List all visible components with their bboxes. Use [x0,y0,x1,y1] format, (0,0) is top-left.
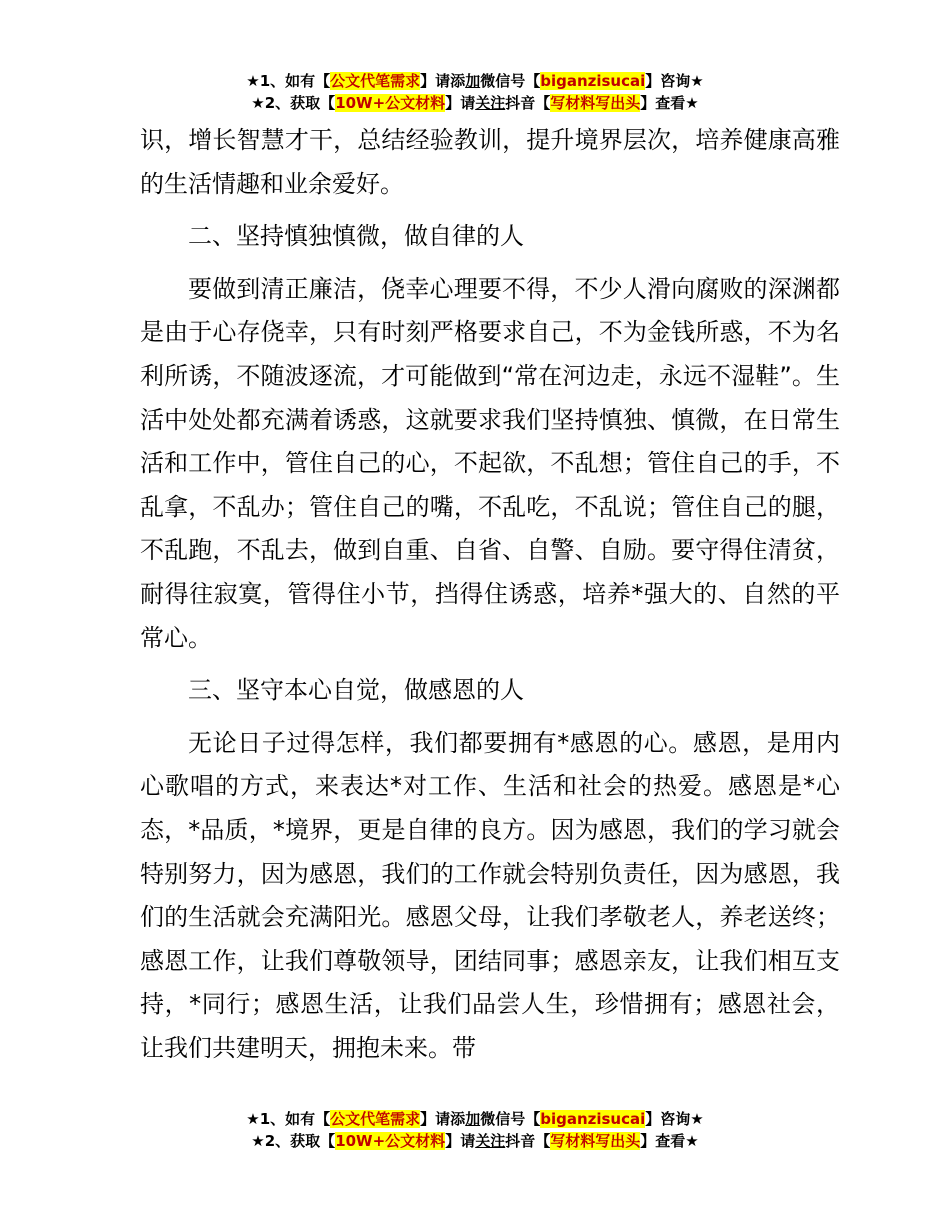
banner-text: ★1、如有【 [246,1110,331,1128]
banner-highlight: 10W+公文材料 [335,1132,446,1150]
paragraph: 要做到清正廉洁，侥幸心理要不得，不少人滑向腐败的深渊都是由于心存侥幸，只有时刻严格要求自己，不为金钱所惑，不为名利所诱，不随波逐流，才可能做到“常在河边走，永远不湿鞋”。生活中处处都充满着诱惑，这就要求我们坚持慎独、慎微，在日常生活和工作中，管住自己的心，不起欲，不乱想；管住自己的手，不乱拿，不乱办；管住自己的嘴，不乱吃，不乱说；管住自己的腿，不乱跑，不乱去，做到自重、自省、自警、自励。要守得住清贫，耐得往寂寞，管得住小节，挡得住诱惑，培养*强大的、自然的平常心。 [140,274,840,652]
section-heading: 三、坚守本心自觉，做感恩的人 [188,676,524,705]
banner-highlight: biganzisucai [540,1110,646,1128]
banner-underline: 加 [465,72,481,90]
banner-highlight: 公文代笔需求 [330,1110,421,1128]
banner-line-2 [0,92,950,114]
banner-text: 】查看★ [640,1132,699,1150]
banner-highlight: 写材料写出头 [550,94,641,112]
footer-banner [0,1108,950,1152]
banner-text: 】咨询★ [645,1110,704,1128]
banner-text: 微信号【 [480,1110,541,1128]
banner-text: 微信号【 [480,72,541,90]
banner-highlight: 公文代笔需求 [330,72,421,90]
banner-line-2 [0,1130,950,1152]
banner-underline: 关注 [475,1132,506,1150]
banner-underline: 关注 [475,94,506,112]
banner-highlight: 10W+公文材料 [335,94,446,112]
banner-text: 】请添 [420,1110,466,1128]
banner-text: 抖音【 [505,94,551,112]
paragraph: 识，增长智慧才干，总结经验教训，提升境界层次，培养健康高雅的生活情趣和业余爱好。 [140,126,840,198]
header-banner [0,70,950,114]
banner-text: 】查看★ [640,94,699,112]
section-heading: 二、坚持慎独慎微，做自律的人 [188,222,524,251]
banner-line-1 [0,70,950,92]
banner-text: 】咨询★ [645,72,704,90]
banner-text: ★2、获取【 [251,94,336,112]
banner-text: 抖音【 [505,1132,551,1150]
banner-highlight: 写材料写出头 [550,1132,641,1150]
paragraph: 无论日子过得怎样，我们都要拥有*感恩的心。感恩，是用内心歌唱的方式，来表达*对工作、生活和社会的热爱。感恩是*心态，*品质，*境界，更是自律的良方。因为感恩，我们的学习就会特别努力，因为感恩，我们的工作就会特别负责任，因为感恩，我们的生活就会充满阳光。感恩父母，让我们孝敬老人，养老送终；感恩工作，让我们尊敬领导，团结同事；感恩亲友，让我们相互支持，*同行；感恩生活，让我们品尝人生，珍惜拥有；感恩社会，让我们共建明天，拥抱未来。带 [140,728,840,1062]
banner-line-1 [0,1108,950,1130]
banner-text: ★2、获取【 [251,1132,336,1150]
banner-text: ★1、如有【 [246,72,331,90]
banner-text: 】请 [445,1132,476,1150]
banner-highlight: biganzisucai [540,72,646,90]
banner-text: 】请 [445,94,476,112]
document-body [140,119,840,1070]
banner-underline: 加 [465,1110,481,1128]
banner-text: 】请添 [420,72,466,90]
